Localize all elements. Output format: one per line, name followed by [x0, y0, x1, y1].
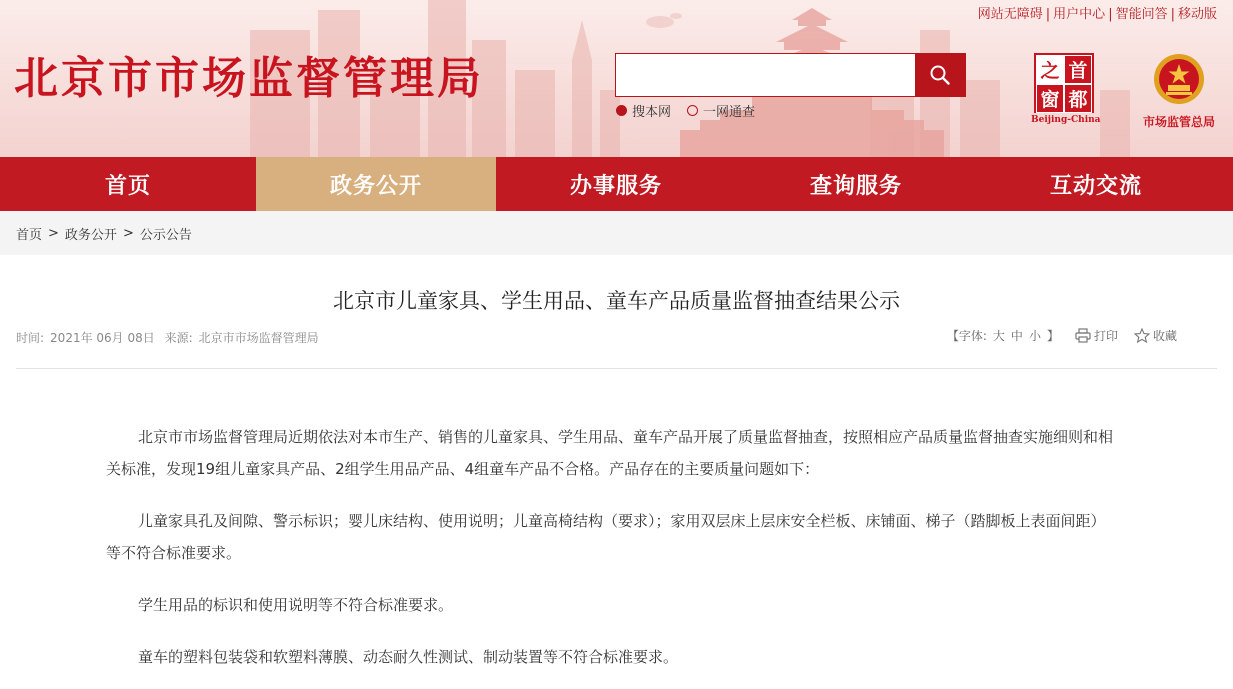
- radio-unselected-icon: [687, 105, 698, 116]
- article-paragraph: 北京市市场监督管理局近期依法对本市生产、销售的儿童家具、学生用品、童车产品开展了质量监督抽查，按照相应产品质量监督抽查实施细则和相关标准，发现19组儿童家具产品、2组学生用品产品、4组童车产品不合格。产品存在的主要质量问题如下：: [106, 428, 1114, 478]
- logo-char: 之: [1036, 55, 1064, 84]
- article-paragraph: 学生用品的标识和使用说明等不符合标准要求。: [138, 596, 454, 614]
- search-icon: [929, 64, 951, 86]
- star-icon: [1134, 328, 1150, 343]
- smart-qa-link[interactable]: 智能问答: [1115, 7, 1168, 22]
- source-label: 来源:: [164, 331, 193, 345]
- article-body: [0, 369, 1233, 673]
- breadcrumb-announcements[interactable]: 公示公告: [139, 227, 192, 243]
- capital-window-emblem: [1034, 53, 1094, 113]
- article-paragraph: 儿童家具孔及间隙、警示标识；婴儿床结构、使用说明；儿童高椅结构（要求）；家用双层床上层床安全栏板、床铺面、梯子（踏脚板上表面间距）等不符合标准要求。: [106, 512, 1106, 562]
- nav-government-affairs[interactable]: 政务公开: [256, 157, 496, 211]
- radio-selected-icon: [616, 105, 627, 116]
- separator: |: [1108, 7, 1113, 22]
- search-input[interactable]: [616, 54, 916, 96]
- scope-option-all[interactable]: [687, 101, 755, 120]
- nav-query[interactable]: 查询服务: [809, 173, 902, 199]
- user-center-link[interactable]: 用户中心: [1053, 7, 1106, 22]
- logo-char: 首: [1064, 55, 1092, 84]
- national-emblem-icon: [1152, 52, 1206, 106]
- mobile-version-link[interactable]: 移动版: [1177, 7, 1217, 22]
- main-nav: [0, 157, 1233, 211]
- search-scope: [616, 101, 755, 120]
- font-size-small[interactable]: 小: [1028, 329, 1041, 343]
- capital-window-logo[interactable]: [1031, 53, 1101, 125]
- favorite-label: 收藏: [1152, 329, 1177, 343]
- scope-option-site[interactable]: [616, 101, 671, 120]
- font-size-large[interactable]: 大: [992, 329, 1005, 343]
- article-title: 北京市儿童家具、学生用品、童车产品质量监督抽查结果公示: [333, 289, 900, 313]
- print-label: 打印: [1093, 329, 1118, 343]
- nav-services[interactable]: 办事服务: [569, 173, 662, 199]
- breadcrumb-separator: >: [48, 225, 59, 241]
- breadcrumb-home[interactable]: 首页: [16, 227, 43, 243]
- article-meta: [16, 313, 1217, 369]
- separator: |: [1045, 7, 1051, 22]
- search-box: [615, 53, 966, 97]
- font-size-close: 】: [1046, 329, 1059, 343]
- article-tools: [947, 327, 1177, 344]
- time-label: 时间:: [16, 331, 45, 345]
- logo-char: 都: [1064, 84, 1092, 113]
- top-links: [978, 3, 1217, 22]
- site-title: 北京市市场监督管理局: [14, 53, 484, 104]
- scope-label: 搜本网: [632, 105, 672, 120]
- nav-home[interactable]: 首页: [104, 173, 151, 199]
- breadcrumb-government-affairs[interactable]: 政务公开: [64, 227, 117, 243]
- source-value: 北京市市场监督管理局: [198, 331, 319, 345]
- capital-logo-english: Beijing-China: [1031, 115, 1101, 125]
- article-info: [16, 329, 325, 346]
- publish-date: 2021年 06月 08日: [50, 331, 155, 345]
- scope-label: 一网通查: [703, 105, 756, 120]
- printer-icon: [1075, 328, 1091, 343]
- article-paragraph: 童车的塑料包装袋和软塑料薄膜、动态耐久性测试、制动装置等不符合标准要求。: [138, 648, 679, 666]
- font-size-label: 【字体:: [946, 329, 987, 343]
- nav-interaction[interactable]: 互动交流: [1049, 173, 1142, 199]
- accessibility-link[interactable]: 网站无障碍: [977, 7, 1043, 22]
- samr-emblem-link[interactable]: [1137, 52, 1221, 127]
- logo-char: 窗: [1036, 84, 1064, 113]
- emblem-label: 市场监管总局: [1142, 115, 1215, 129]
- breadcrumb-separator: >: [122, 225, 134, 241]
- site-header: [0, 0, 1233, 157]
- breadcrumb: [0, 211, 1233, 255]
- print-button[interactable]: [1075, 327, 1118, 344]
- favorite-button[interactable]: [1134, 327, 1177, 344]
- font-size-medium[interactable]: 中: [1010, 329, 1023, 343]
- search-button[interactable]: [915, 53, 965, 97]
- separator: |: [1170, 7, 1175, 22]
